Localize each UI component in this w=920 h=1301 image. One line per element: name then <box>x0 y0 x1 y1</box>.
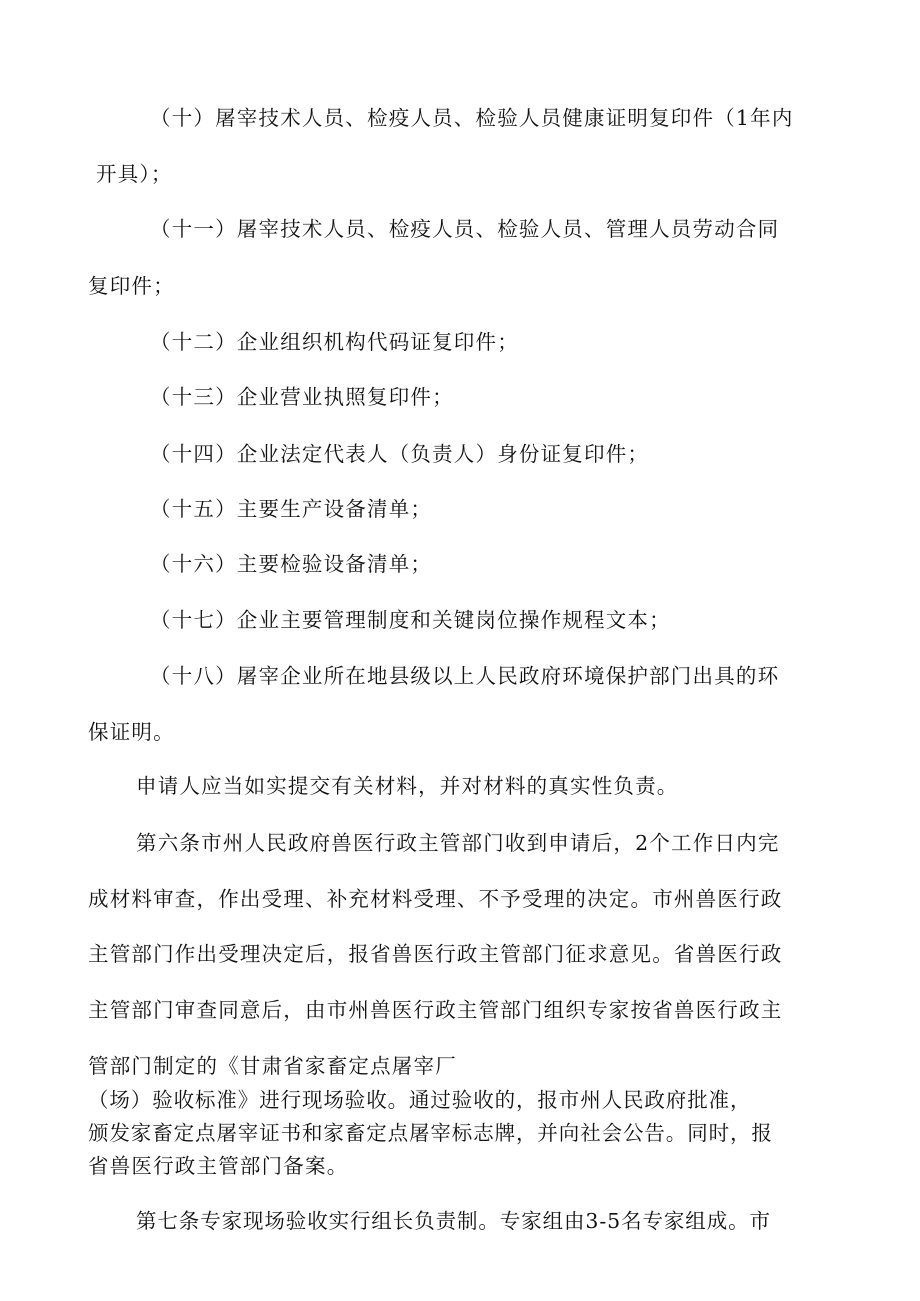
text-line: 第六条市州人民政府兽医行政主管部门收到申请后，2个工作日内完 <box>136 831 780 855</box>
text-line: 开具）； <box>96 162 173 186</box>
text-line: （十二）企业组织机构代码证复印件； <box>150 330 519 354</box>
text-line: 第七条专家现场验收实行组长负责制。专家组由3-5名专家组成。市 <box>136 1209 771 1233</box>
text-line: 申请人应当如实提交有关材料，并对材料的真实性负责。 <box>136 774 679 798</box>
text-line: （十一）屠宰技术人员、检疫人员、检验人员、管理人员劳动合同 <box>150 217 780 241</box>
text-line: 管部门制定的《甘肃省家畜定点屠宰厂 <box>88 1054 457 1078</box>
text-line: 颁发家畜定点屠宰证书和家畜定点屠宰标志牌，并向社会公告。同时，报 <box>88 1121 773 1145</box>
text-line: 复印件； <box>88 274 175 298</box>
text-line: （十四）企业法定代表人（负责人）身份证复印件； <box>150 442 650 466</box>
text-line: （十）屠宰技术人员、检疫人员、检验人员健康证明复印件（1年内 <box>150 106 794 130</box>
text-line: 成材料审查，作出受理、补充材料受理、不予受理的决定。市州兽医行政 <box>88 887 783 911</box>
text-line: （十七）企业主要管理制度和关键岗位操作规程文本； <box>150 608 671 632</box>
text-line: 主管部门审查同意后，由市州兽医行政主管部门组织专家按省兽医行政主 <box>88 998 783 1022</box>
text-line: 省兽医行政主管部门备案。 <box>88 1154 349 1178</box>
text-line: 主管部门作出受理决定后，报省兽医行政主管部门征求意见。省兽医行政 <box>88 942 783 966</box>
text-line: 保证明。 <box>88 720 175 744</box>
text-line: （十五）主要生产设备清单； <box>150 497 433 521</box>
text-line: （十六）主要检验设备清单； <box>150 552 433 576</box>
text-line: （十八）屠宰企业所在地县级以上人民政府环境保护部门出具的环 <box>150 664 780 688</box>
text-line: （场）验收标准》进行现场验收。通过验收的，报市州人民政府批准， <box>88 1088 752 1112</box>
text-line: （十三）企业营业执照复印件； <box>150 385 454 409</box>
